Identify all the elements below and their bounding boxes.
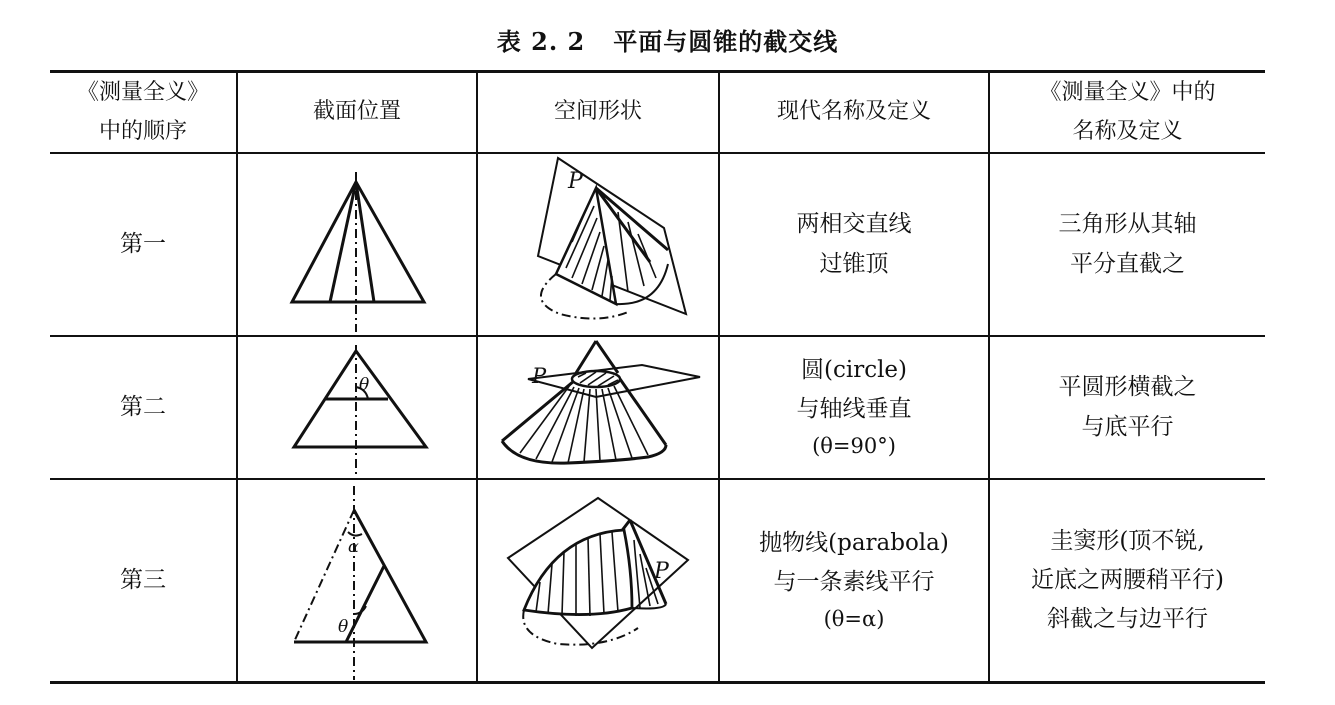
row-2-modern-line-3: (θ=90°) [812,433,896,458]
header-modern [720,73,988,152]
row-2-cone-hatching [520,385,648,463]
row-2-modern-line-1: 圆(circle) [800,356,908,383]
row-3-cone-outline [294,510,426,642]
header-original-line-1: 《测量全义》中的 [1039,80,1216,105]
row-3-modern [720,480,988,681]
row-1-section-diagram [238,154,476,335]
row-3-shape-diagram [478,480,718,681]
table-bottom-rule [50,681,1265,684]
row-3-modern-line-1: 抛物线(parabola) [759,529,949,556]
header-order [50,73,236,152]
row-3-theta-arc [354,606,366,614]
header-original [990,73,1265,152]
row-2-order-text: 第二 [120,393,166,420]
header-position-text: 截面位置 [312,99,401,125]
header-position [238,73,476,152]
row-1-modern [720,154,988,335]
header-order-line-1: 《测量全义》 [76,80,209,105]
row-3-alpha-label: α [348,537,359,556]
row-3-section-diagram [238,480,476,681]
row-3-section-line [346,566,384,642]
header-shape-text: 空间形状 [553,99,642,125]
row-3-original-line-1: 圭窦形(顶不锐, [1050,527,1205,554]
header-order-line-2: 中的顺序 [98,118,187,144]
row-2-modern [720,337,988,478]
row-3-theta-label: θ [338,617,349,637]
intersection-table [50,70,1265,684]
row-1-original [990,154,1265,335]
row-2-plane-label: P [532,364,547,388]
row-2-modern-line-2: 与轴线垂直 [796,395,912,422]
row-2-original-line-1: 平圆形横截之 [1058,374,1197,401]
row-3-modern-line-2: 与一条素线平行 [773,568,935,595]
row-1-cone-base-front [616,264,668,304]
row-2-angle-label: θ [359,375,370,395]
row-2-original-line-2: 与底平行 [1081,413,1174,440]
row-3-order [50,480,236,681]
row-3-order-text: 第三 [120,566,166,593]
row-1-plane-label: P [568,169,583,194]
row-1-shape-diagram [478,154,718,335]
row-3-original [990,480,1265,681]
row-2-order [50,337,236,478]
row-2-original [990,337,1265,478]
header-original-line-2: 名称及定义 [1072,118,1183,144]
row-2-section-diagram [238,337,476,478]
row-3-original-line-3: 斜截之与边平行 [1047,606,1208,633]
row-3-plane-label: P [654,559,669,584]
table-number: 表 2. 2 [496,27,586,56]
row-1-modern-line-2: 过锥顶 [819,250,889,277]
header-modern-text: 现代名称及定义 [776,99,931,125]
row-1-order [50,154,236,335]
row-1-section-line-left [330,182,356,302]
row-1-original-line-1: 三角形从其轴 [1058,211,1197,238]
row-1-original-line-2: 平分直截之 [1070,250,1185,277]
row-1-modern-line-1: 两相交直线 [796,211,912,238]
row-3-modern-line-3: (θ=α) [823,606,885,631]
row-2-shape-diagram [478,337,718,478]
row-1-order-text: 第一 [120,230,166,257]
row-3-original-line-2: 近底之两腰稍平行) [1031,566,1224,593]
table-title: 平面与圆锥的截交线 [613,27,839,56]
header-shape [478,73,718,152]
table-caption [0,22,1335,57]
